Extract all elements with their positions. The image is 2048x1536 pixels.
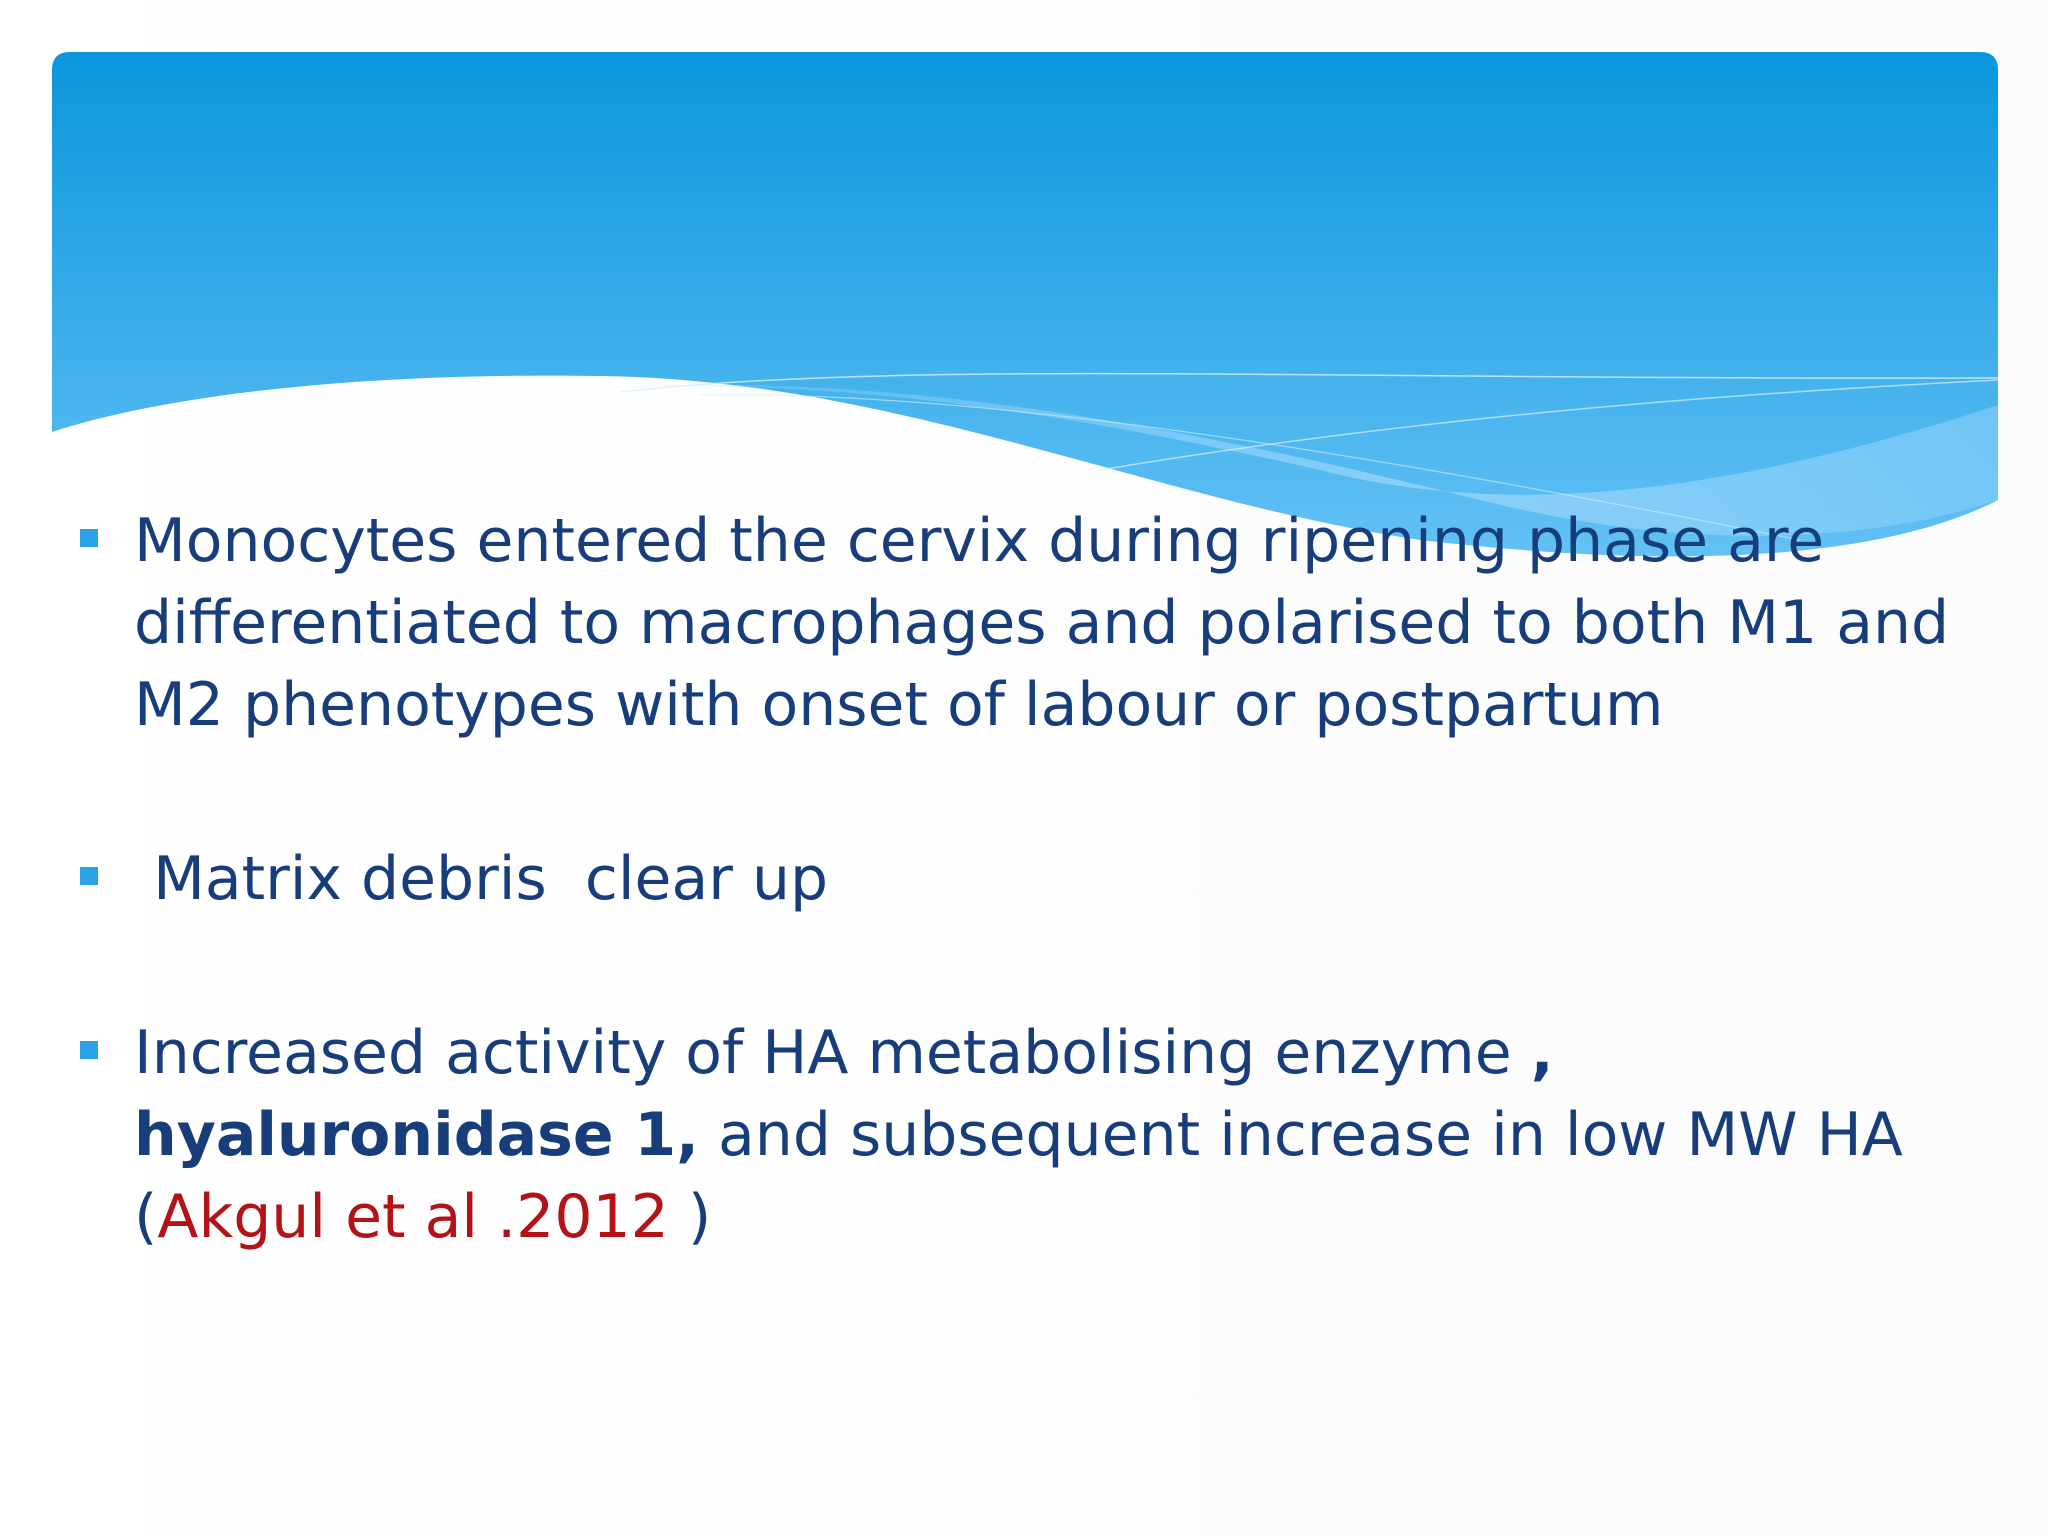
bullet-matrix-debris — [74, 838, 2004, 920]
bullet-text-part1: Increased activity of HA metabolising enzyme — [134, 1018, 1531, 1088]
bullet-text: Matrix debris clear up — [134, 844, 829, 914]
bullet-text-part2: and subsequent increase in low MW HA — [698, 1100, 1903, 1170]
citation-open-paren: ( — [134, 1182, 158, 1252]
bullet-monocytes — [74, 500, 2004, 746]
citation: Akgul et al .2012 — [157, 1182, 669, 1252]
square-bullet-icon — [80, 867, 98, 885]
bullet-list — [74, 500, 2004, 1258]
square-bullet-icon — [80, 529, 98, 547]
bullet-text: Monocytes entered the cervix during ripening phase are differentiated to macrophages and polarised to both M1 and M2 phenotypes with onset of labour or postpartum — [134, 506, 1950, 740]
citation-close-paren: ) — [668, 1182, 712, 1252]
bullet-ha-enzyme — [74, 1012, 2004, 1258]
enzyme-name: , hyaluronidase 1, — [134, 1018, 1554, 1170]
square-bullet-icon — [80, 1041, 98, 1059]
